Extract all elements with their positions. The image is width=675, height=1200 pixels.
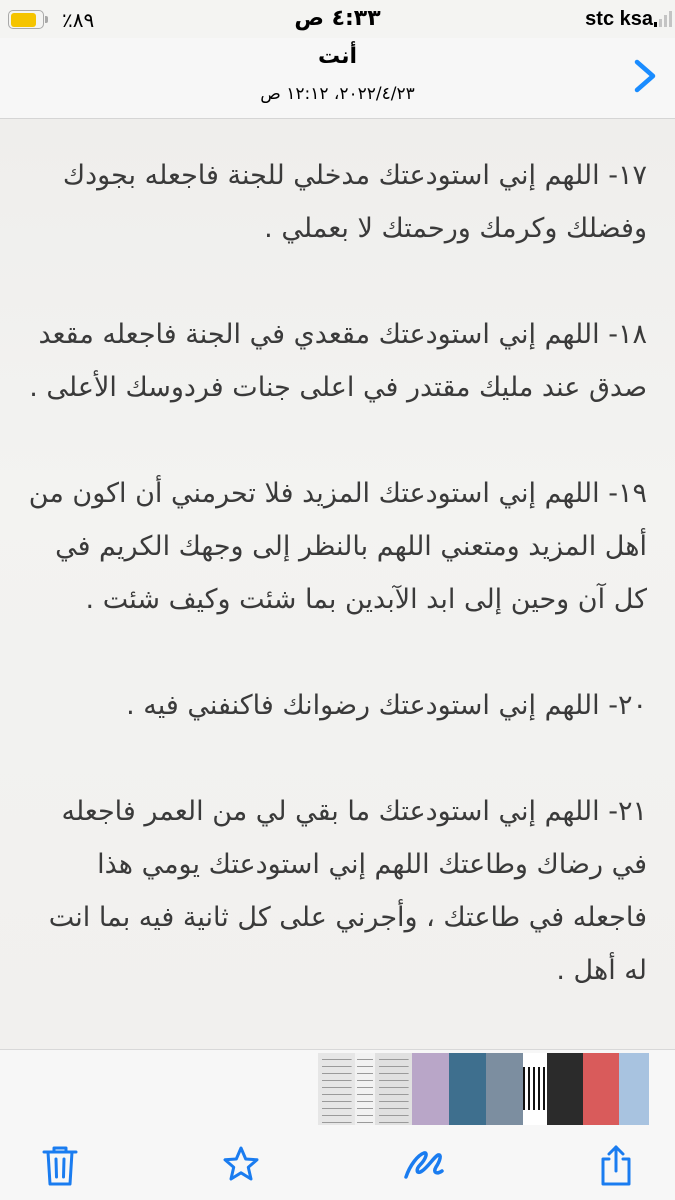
- nav-header: [0, 38, 675, 119]
- thumbnail-audio[interactable]: [523, 1053, 547, 1125]
- thumbnail-photo[interactable]: [486, 1053, 523, 1125]
- share-icon[interactable]: [596, 1143, 636, 1187]
- thumbnail-document[interactable]: [375, 1053, 412, 1125]
- note-paragraph-21: ٢١- اللهم إني استودعتك ما بقي لي من العمر فاجعله في رضاك وطاعتك اللهم إني استودعتك يومي هذا فاجعله في طاعتك ، وأجرني على كل ثانية فيه بما انت له أهل .: [48, 796, 647, 986]
- bottom-toolbar: [0, 1127, 675, 1200]
- thumbnail-photo[interactable]: [619, 1053, 649, 1125]
- carrier-name: stc ksa: [585, 8, 653, 30]
- trash-icon[interactable]: [40, 1143, 80, 1187]
- sender-title: أنت: [317, 44, 358, 69]
- battery-percent: ٨٩٪: [62, 8, 95, 32]
- note-paragraph-17: ١٧- اللهم إني استودعتك مدخلي للجنة فاجعله بجودك وفضلك وكرمك ورحمتك لا بعملي .: [62, 160, 647, 244]
- note-paragraph-18: ١٨- اللهم إني استودعتك مقعدي في الجنة فاجعله مقعد صدق عند مليك مقتدر في اعلى جنات فردوسك الأعلى .: [29, 319, 647, 403]
- status-bar: [0, 0, 675, 40]
- thumbnail-photo[interactable]: [583, 1053, 619, 1125]
- note-paragraph-20: ٢٠- اللهم إني استودعتك رضوانك فاكنفني فيه .: [126, 690, 647, 721]
- note-text: [28, 149, 647, 1050]
- signal-icon: [653, 10, 675, 28]
- status-time: ٤:٣٣ ص: [294, 6, 381, 31]
- thumbnail-photo[interactable]: [412, 1053, 449, 1125]
- star-icon[interactable]: [221, 1143, 261, 1187]
- thumbnail-list: [318, 1053, 649, 1125]
- note-paragraph-19: ١٩- اللهم إني استودعتك المزيد فلا تحرمني أن اكون من أهل المزيد ومتعني اللهم بالنظر إلى وجهك الكريم في كل آن وحين إلى ابد الآبدين بما شئت وكيف شئت .: [28, 478, 647, 615]
- note-photo[interactable]: [0, 119, 675, 1049]
- chevron-right-icon[interactable]: [629, 56, 659, 96]
- message-timestamp: ٢٠٢٢/٤/٢٣، ١٢:١٢ ص: [260, 84, 415, 104]
- thumbnail-strip[interactable]: [0, 1049, 675, 1128]
- thumbnail-photo[interactable]: [547, 1053, 583, 1125]
- thumbnail-document[interactable]: [318, 1053, 355, 1125]
- thumbnail-photo[interactable]: [449, 1053, 486, 1125]
- thumbnail-document[interactable]: [355, 1053, 375, 1125]
- markup-pen-icon[interactable]: [402, 1143, 448, 1187]
